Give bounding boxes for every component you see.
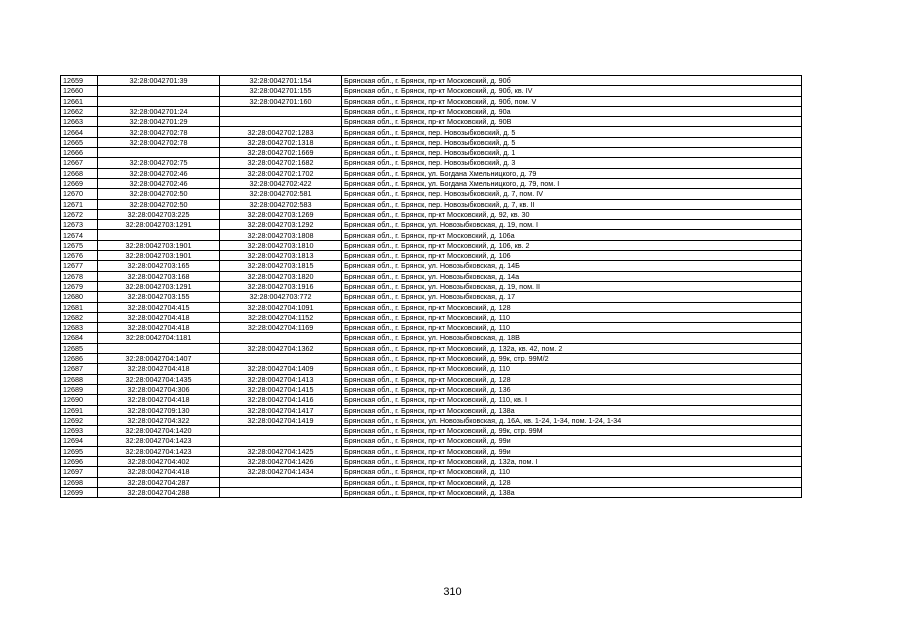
cadastral-number-cell: 32:28:0042702:75 <box>98 158 220 168</box>
table-row <box>61 271 802 281</box>
parent-cadastral-cell: 32:28:0042703:1916 <box>220 281 342 291</box>
cadastral-number-cell: 32:28:0042704:418 <box>98 312 220 322</box>
cadastral-number-cell: 32:28:0042703:165 <box>98 261 220 271</box>
row-number-cell: 12663 <box>61 117 98 127</box>
address-cell: Брянская обл., г. Брянск, пр-кт Московский, д. 132а, пом. I <box>342 456 802 466</box>
row-number-cell: 12673 <box>61 220 98 230</box>
address-cell: Брянская обл., г. Брянск, пр-кт Московский, д. 136 <box>342 384 802 394</box>
address-cell: Брянская обл., г. Брянск, пер. Новозыбковский, д. 7, пом. IV <box>342 189 802 199</box>
row-number-cell: 12694 <box>61 436 98 446</box>
parent-cadastral-cell: 32:28:0042704:1169 <box>220 323 342 333</box>
parent-cadastral-cell: 32:28:0042702:1702 <box>220 168 342 178</box>
address-cell: Брянская обл., г. Брянск, ул. Богдана Хмельницкого, д. 79 <box>342 168 802 178</box>
cadastral-number-cell <box>98 230 220 240</box>
parent-cadastral-cell: 32:28:0042704:1091 <box>220 302 342 312</box>
table-row <box>61 364 802 374</box>
row-number-cell: 12692 <box>61 415 98 425</box>
row-number-cell: 12667 <box>61 158 98 168</box>
row-number-cell: 12684 <box>61 333 98 343</box>
row-number-cell: 12682 <box>61 312 98 322</box>
parent-cadastral-cell: 32:28:0042702:1283 <box>220 127 342 137</box>
parent-cadastral-cell: 32:28:0042704:1415 <box>220 384 342 394</box>
cadastral-number-cell: 32:28:0042701:29 <box>98 117 220 127</box>
address-cell: Брянская обл., г. Брянск, пр-кт Московский, д. 106 <box>342 251 802 261</box>
table-row <box>61 168 802 178</box>
row-number-cell: 12696 <box>61 456 98 466</box>
row-number-cell: 12691 <box>61 405 98 415</box>
row-number-cell: 12698 <box>61 477 98 487</box>
table-row <box>61 96 802 106</box>
parent-cadastral-cell: 32:28:0042702:1318 <box>220 137 342 147</box>
row-number-cell: 12687 <box>61 364 98 374</box>
parent-cadastral-cell: 32:28:0042704:1426 <box>220 456 342 466</box>
table-row <box>61 86 802 96</box>
parent-cadastral-cell: 32:28:0042704:1152 <box>220 312 342 322</box>
parent-cadastral-cell: 32:28:0042704:1362 <box>220 343 342 353</box>
address-cell: Брянская обл., г. Брянск, ул. Богдана Хмельницкого, д. 79, пом. I <box>342 178 802 188</box>
parent-cadastral-cell: 32:28:0042704:1417 <box>220 405 342 415</box>
parent-cadastral-cell: 32:28:0042703:1810 <box>220 240 342 250</box>
table-row <box>61 456 802 466</box>
cadastral-number-cell: 32:28:0042702:50 <box>98 189 220 199</box>
table-row <box>61 354 802 364</box>
cadastral-number-cell: 32:28:0042704:418 <box>98 323 220 333</box>
cadastral-number-cell: 32:28:0042703:1901 <box>98 251 220 261</box>
parent-cadastral-cell <box>220 436 342 446</box>
parent-cadastral-cell: 32:28:0042704:1409 <box>220 364 342 374</box>
row-number-cell: 12690 <box>61 395 98 405</box>
table-row <box>61 158 802 168</box>
table-row <box>61 415 802 425</box>
row-number-cell: 12697 <box>61 467 98 477</box>
address-cell: Брянская обл., г. Брянск, пр-кт Московский, д. 132а, кв. 42, пом. 2 <box>342 343 802 353</box>
cadastral-number-cell: 32:28:0042704:415 <box>98 302 220 312</box>
cadastral-number-cell: 32:28:0042704:306 <box>98 384 220 394</box>
table-row <box>61 251 802 261</box>
cadastral-number-cell: 32:28:0042704:418 <box>98 467 220 477</box>
address-cell: Брянская обл., г. Брянск, пр-кт Московский, д. 106а <box>342 230 802 240</box>
table-row <box>61 220 802 230</box>
row-number-cell: 12679 <box>61 281 98 291</box>
parent-cadastral-cell: 32:28:0042703:1292 <box>220 220 342 230</box>
parent-cadastral-cell <box>220 477 342 487</box>
address-cell: Брянская обл., г. Брянск, пер. Новозыбковский, д. 5 <box>342 127 802 137</box>
cadastral-number-cell: 32:28:0042704:1181 <box>98 333 220 343</box>
row-number-cell: 12681 <box>61 302 98 312</box>
parent-cadastral-cell: 32:28:0042702:583 <box>220 199 342 209</box>
row-number-cell: 12665 <box>61 137 98 147</box>
row-number-cell: 12662 <box>61 106 98 116</box>
address-cell: Брянская обл., г. Брянск, пр-кт Московский, д. 138а <box>342 405 802 415</box>
table-row <box>61 127 802 137</box>
row-number-cell: 12699 <box>61 487 98 497</box>
row-number-cell: 12680 <box>61 292 98 302</box>
address-cell: Брянская обл., г. Брянск, пр-кт Московский, д. 110 <box>342 364 802 374</box>
cadastral-number-cell: 32:28:0042704:288 <box>98 487 220 497</box>
cadastral-number-cell: 32:28:0042704:1407 <box>98 354 220 364</box>
address-cell: Брянская обл., г. Брянск, пер. Новозыбковский, д. 1 <box>342 148 802 158</box>
parent-cadastral-cell: 32:28:0042702:581 <box>220 189 342 199</box>
address-cell: Брянская обл., г. Брянск, пр-кт Московский, д. 99к, стр. 99М <box>342 426 802 436</box>
cadastral-number-cell: 32:28:0042703:225 <box>98 209 220 219</box>
row-number-cell: 12674 <box>61 230 98 240</box>
cadastral-number-cell: 32:28:0042703:1291 <box>98 281 220 291</box>
address-cell: Брянская обл., г. Брянск, пр-кт Московский, д. 99и <box>342 446 802 456</box>
row-number-cell: 12659 <box>61 76 98 86</box>
parent-cadastral-cell: 32:28:0042704:1425 <box>220 446 342 456</box>
parent-cadastral-cell: 32:28:0042704:1434 <box>220 467 342 477</box>
table-row <box>61 333 802 343</box>
row-number-cell: 12671 <box>61 199 98 209</box>
address-cell: Брянская обл., г. Брянск, пер. Новозыбковский, д. 7, кв. II <box>342 199 802 209</box>
address-cell: Брянская обл., г. Брянск, пр-кт Московский, д. 90б <box>342 76 802 86</box>
row-number-cell: 12664 <box>61 127 98 137</box>
table-row <box>61 209 802 219</box>
cadastral-number-cell: 32:28:0042704:322 <box>98 415 220 425</box>
table-row <box>61 467 802 477</box>
row-number-cell: 12689 <box>61 384 98 394</box>
cadastral-number-cell: 32:28:0042709:130 <box>98 405 220 415</box>
cadastral-number-cell: 32:28:0042702:78 <box>98 127 220 137</box>
address-cell: Брянская обл., г. Брянск, ул. Новозыбковская, д. 14а <box>342 271 802 281</box>
table-row <box>61 137 802 147</box>
parent-cadastral-cell: 32:28:0042703:1269 <box>220 209 342 219</box>
row-number-cell: 12675 <box>61 240 98 250</box>
cadastral-number-cell: 32:28:0042701:24 <box>98 106 220 116</box>
address-cell: Брянская обл., г. Брянск, пр-кт Московский, д. 110, кв. I <box>342 395 802 405</box>
table-row <box>61 374 802 384</box>
row-number-cell: 12695 <box>61 446 98 456</box>
parent-cadastral-cell: 32:28:0042703:1808 <box>220 230 342 240</box>
parent-cadastral-cell: 32:28:0042704:1416 <box>220 395 342 405</box>
table-row <box>61 446 802 456</box>
address-cell: Брянская обл., г. Брянск, пр-кт Московский, д. 99к, стр. 99М/2 <box>342 354 802 364</box>
parent-cadastral-cell: 32:28:0042703:1813 <box>220 251 342 261</box>
cadastral-number-cell <box>98 86 220 96</box>
table-row <box>61 292 802 302</box>
cadastral-number-cell: 32:28:0042703:168 <box>98 271 220 281</box>
row-number-cell: 12677 <box>61 261 98 271</box>
parent-cadastral-cell: 32:28:0042703:1820 <box>220 271 342 281</box>
address-cell: Брянская обл., г. Брянск, ул. Новозыбковская, д. 19, пом. II <box>342 281 802 291</box>
address-cell: Брянская обл., г. Брянск, пр-кт Московский, д. 99и <box>342 436 802 446</box>
cadastral-number-cell: 32:28:0042702:78 <box>98 137 220 147</box>
parent-cadastral-cell <box>220 426 342 436</box>
cadastral-number-cell <box>98 148 220 158</box>
address-cell: Брянская обл., г. Брянск, ул. Новозыбковская, д. 14Б <box>342 261 802 271</box>
table-row <box>61 384 802 394</box>
parent-cadastral-cell: 32:28:0042704:1419 <box>220 415 342 425</box>
row-number-cell: 12676 <box>61 251 98 261</box>
parent-cadastral-cell <box>220 333 342 343</box>
table-row <box>61 395 802 405</box>
address-cell: Брянская обл., г. Брянск, ул. Новозыбковская, д. 18В <box>342 333 802 343</box>
row-number-cell: 12693 <box>61 426 98 436</box>
table-row <box>61 178 802 188</box>
row-number-cell: 12685 <box>61 343 98 353</box>
table-row <box>61 230 802 240</box>
address-cell: Брянская обл., г. Брянск, пр-кт Московский, д. 90б, пом. V <box>342 96 802 106</box>
address-cell: Брянская обл., г. Брянск, пр-кт Московский, д. 128 <box>342 477 802 487</box>
address-cell: Брянская обл., г. Брянск, пер. Новозыбковский, д. 5 <box>342 137 802 147</box>
parent-cadastral-cell: 32:28:0042702:422 <box>220 178 342 188</box>
cadastral-number-cell: 32:28:0042704:418 <box>98 364 220 374</box>
cadastral-number-cell: 32:28:0042704:402 <box>98 456 220 466</box>
row-number-cell: 12683 <box>61 323 98 333</box>
cadastral-number-cell: 32:28:0042703:1901 <box>98 240 220 250</box>
cadastral-number-cell <box>98 343 220 353</box>
parent-cadastral-cell <box>220 487 342 497</box>
parent-cadastral-cell: 32:28:0042701:160 <box>220 96 342 106</box>
table-row <box>61 261 802 271</box>
page-number: 310 <box>443 586 462 598</box>
table-row <box>61 117 802 127</box>
address-cell: Брянская обл., г. Брянск, ул. Новозыбковская, д. 17 <box>342 292 802 302</box>
address-cell: Брянская обл., г. Брянск, пр-кт Московский, д. 90б, кв. IV <box>342 86 802 96</box>
row-number-cell: 12660 <box>61 86 98 96</box>
table-row <box>61 312 802 322</box>
registry-table <box>60 75 802 498</box>
registry-table-body <box>61 76 802 498</box>
cadastral-number-cell: 32:28:0042703:155 <box>98 292 220 302</box>
address-cell: Брянская обл., г. Брянск, пр-кт Московский, д. 128 <box>342 302 802 312</box>
table-row <box>61 199 802 209</box>
cadastral-number-cell: 32:28:0042704:1423 <box>98 446 220 456</box>
cadastral-number-cell: 32:28:0042702:46 <box>98 178 220 188</box>
row-number-cell: 12678 <box>61 271 98 281</box>
table-row <box>61 405 802 415</box>
table-row <box>61 106 802 116</box>
row-number-cell: 12666 <box>61 148 98 158</box>
address-cell: Брянская обл., г. Брянск, пр-кт Московский, д. 106, кв. 2 <box>342 240 802 250</box>
address-cell: Брянская обл., г. Брянск, ул. Новозыбковская, д. 16А, кв. 1-24, 1-34, пом. 1-24, 1-34 <box>342 415 802 425</box>
table-row <box>61 343 802 353</box>
address-cell: Брянская обл., г. Брянск, пр-кт Московский, д. 110 <box>342 312 802 322</box>
address-cell: Брянская обл., г. Брянск, пр-кт Московский, д. 90В <box>342 117 802 127</box>
table-row <box>61 189 802 199</box>
table-row <box>61 477 802 487</box>
row-number-cell: 12688 <box>61 374 98 384</box>
cadastral-number-cell: 32:28:0042701:39 <box>98 76 220 86</box>
parent-cadastral-cell: 32:28:0042703:1815 <box>220 261 342 271</box>
cadastral-number-cell: 32:28:0042704:1423 <box>98 436 220 446</box>
table-row <box>61 281 802 291</box>
table-row <box>61 302 802 312</box>
parent-cadastral-cell <box>220 117 342 127</box>
parent-cadastral-cell <box>220 106 342 116</box>
parent-cadastral-cell: 32:28:0042702:1669 <box>220 148 342 158</box>
parent-cadastral-cell: 32:28:0042701:155 <box>220 86 342 96</box>
cadastral-number-cell: 32:28:0042702:50 <box>98 199 220 209</box>
address-cell: Брянская обл., г. Брянск, пр-кт Московский, д. 138а <box>342 487 802 497</box>
address-cell: Брянская обл., г. Брянск, пр-кт Московский, д. 90а <box>342 106 802 116</box>
cadastral-number-cell: 32:28:0042704:1420 <box>98 426 220 436</box>
row-number-cell: 12668 <box>61 168 98 178</box>
cadastral-number-cell: 32:28:0042703:1291 <box>98 220 220 230</box>
cadastral-number-cell <box>98 96 220 106</box>
parent-cadastral-cell: 32:28:0042701:154 <box>220 76 342 86</box>
address-cell: Брянская обл., г. Брянск, пер. Новозыбковский, д. 3 <box>342 158 802 168</box>
address-cell: Брянская обл., г. Брянск, пр-кт Московский, д. 92, кв. 30 <box>342 209 802 219</box>
table-row <box>61 436 802 446</box>
row-number-cell: 12669 <box>61 178 98 188</box>
table-row <box>61 240 802 250</box>
table-row <box>61 148 802 158</box>
parent-cadastral-cell <box>220 354 342 364</box>
row-number-cell: 12686 <box>61 354 98 364</box>
table-row <box>61 323 802 333</box>
address-cell: Брянская обл., г. Брянск, пр-кт Московский, д. 110 <box>342 467 802 477</box>
parent-cadastral-cell: 32:28:0042704:1413 <box>220 374 342 384</box>
parent-cadastral-cell: 32:28:0042703:772 <box>220 292 342 302</box>
table-row <box>61 426 802 436</box>
table-row <box>61 76 802 86</box>
table-row <box>61 487 802 497</box>
cadastral-number-cell: 32:28:0042704:418 <box>98 395 220 405</box>
cadastral-number-cell: 32:28:0042704:287 <box>98 477 220 487</box>
address-cell: Брянская обл., г. Брянск, ул. Новозыбковская, д. 19, пом. I <box>342 220 802 230</box>
row-number-cell: 12661 <box>61 96 98 106</box>
cadastral-number-cell: 32:28:0042702:46 <box>98 168 220 178</box>
address-cell: Брянская обл., г. Брянск, пр-кт Московский, д. 110 <box>342 323 802 333</box>
row-number-cell: 12672 <box>61 209 98 219</box>
row-number-cell: 12670 <box>61 189 98 199</box>
cadastral-number-cell: 32:28:0042704:1435 <box>98 374 220 384</box>
address-cell: Брянская обл., г. Брянск, пр-кт Московский, д. 128 <box>342 374 802 384</box>
parent-cadastral-cell: 32:28:0042702:1682 <box>220 158 342 168</box>
